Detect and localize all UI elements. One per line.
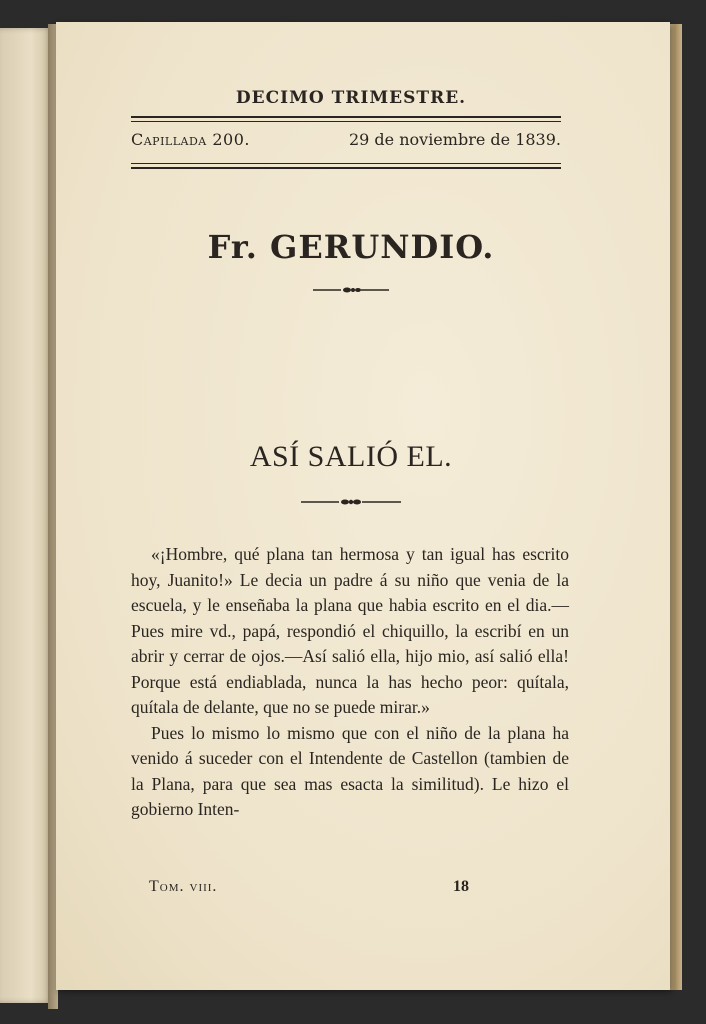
article-body bbox=[131, 542, 569, 823]
header-rule-bottom-thin bbox=[131, 163, 561, 164]
issue-line bbox=[131, 130, 561, 149]
masthead-ornament bbox=[131, 280, 571, 299]
issue-date: 29 de noviembre de 1839. bbox=[348, 130, 561, 149]
header-rule-top-thin bbox=[131, 121, 561, 122]
document-page bbox=[56, 22, 670, 990]
section-title: DECIMO TRIMESTRE. bbox=[235, 88, 467, 108]
issue-label: Capillada 200. bbox=[131, 130, 250, 149]
signature-number: 18 bbox=[453, 878, 469, 895]
article-ornament bbox=[131, 492, 571, 511]
article-title: ASÍ SALIÓ EL. bbox=[249, 440, 453, 473]
page-footer bbox=[149, 878, 549, 896]
paragraph-2: Pues lo mismo lo mismo que con el niño de la plana ha venido á suceder con el Intendente de Castellon (tambien de la Plana, para que sea mas esacta la similitud). Le hizo el gobierno Inten- bbox=[131, 722, 569, 819]
flourish-divider-icon bbox=[311, 285, 391, 295]
header-rule-bottom bbox=[131, 167, 561, 169]
flourish-divider-icon bbox=[299, 497, 403, 507]
header-rule-top bbox=[131, 116, 561, 118]
page-stack-edge bbox=[668, 24, 682, 990]
facing-page-edge bbox=[0, 28, 52, 1003]
paragraph-1: «¡Hombre, qué plana tan hermosa y tan igual has escrito hoy, Juanito!» Le decia un padre á su niño que venia de la escuela, y le enseñaba la plana que habia escrito en el dia.—Pues mire vd., papá, respondió el chiquillo, la escribí en un abrir y cerrar de ojos.—Así salió ella, hijo mio, así salió ella! Porque está endiablada, nunca la has hecho peor: quítala, quítala de delante, que no se puede mirar.» bbox=[131, 544, 569, 717]
masthead-title: Fr. GERUNDIO. bbox=[207, 228, 495, 266]
volume-label: Tom. viii. bbox=[149, 878, 218, 895]
